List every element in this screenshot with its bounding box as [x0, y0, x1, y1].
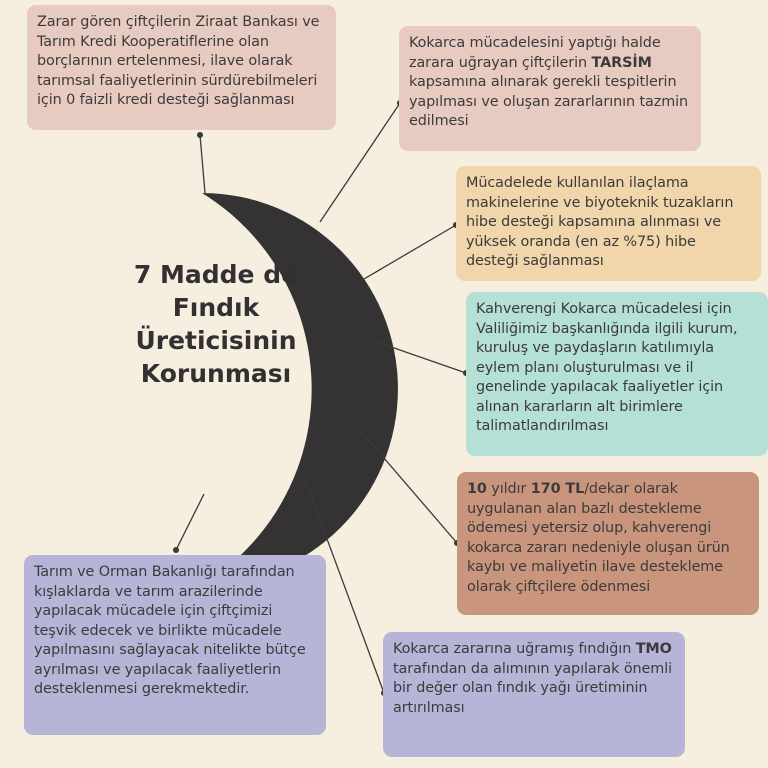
item-hibe-destegi: [456, 166, 761, 281]
item-text: Kokarca zararına uğramış fındığın: [393, 641, 636, 657]
item-text: kapsamına alınarak gerekli tespitlerin yapılması ve oluşan zararlarının tazmin edilmesi: [409, 74, 689, 130]
item-text: /dekar olarak uygulanan alan bazlı destekleme ödemesi yetersiz olup, kahverengi kokarca zararı nedeniyle oluşan ürün kaybı ve maliyetin ilave destekleme olarak çiftçilere ödenmesi: [467, 481, 730, 595]
item-text: Zarar gören çiftçilerin Ziraat Bankası ve Tarım Kredi Kooperatiflerine olan borçlarının ertelenmesi, ilave olarak tarımsal faaliyetlerinin sürdürebilmeleri için 0 faizli kredi desteği sağlanması: [37, 14, 320, 109]
title-line: Fındık: [172, 293, 260, 322]
highlight-text: TMO: [635, 641, 672, 657]
connector-item-ziraat-kredi: [198, 133, 205, 193]
item-butce-ayrilmasi: [24, 555, 326, 735]
item-text: Mücadelede kullanılan ilaçlama makinelerine ve biyoteknik tuzakların hibe desteği kapsamına alınması ve yüksek oranda (en az %75) hibe desteği sağlanması: [466, 175, 734, 270]
item-text: Tarım ve Orman Bakanlığı tarafından kışlaklarda ve tarım arazilerinde yapılacak mücadele için çiftçimizi teşvik edecek ve birlikte mücadele yapılmasını sağlayacak nitelikte bütçe ayrılması ve yapılacak faaliyetlerin desteklenmesi gerekmektedir.: [34, 564, 306, 698]
diagram-title: [116, 258, 316, 390]
item-eylem-plani: [466, 292, 768, 456]
highlight-text: TARSİM: [591, 54, 652, 71]
item-ziraat-kredi: [27, 5, 336, 130]
title-line: Üreticisinin: [135, 326, 297, 355]
title-line: Korunması: [140, 359, 292, 388]
connector-item-butce-ayrilmasi: [174, 494, 204, 552]
item-text: yıldır: [486, 481, 531, 497]
item-text: tarafından da alımının yapılarak önemli bir değer olan fındık yağı üretiminin artırılması: [393, 660, 673, 716]
connector-item-hibe-destegi: [364, 223, 458, 279]
item-text: Kokarca mücadelesini yaptığı halde zarara uğrayan çiftçilerin: [409, 35, 661, 71]
item-tarsim: [399, 26, 701, 151]
item-tmo-findik-yagi: [383, 632, 685, 757]
item-alan-bazli-destek: [457, 472, 759, 615]
highlight-text: 170 TL: [530, 481, 585, 497]
item-text: Kahverengi Kokarca mücadelesi için Valiliğimiz başkanlığında ilgili kurum, kuruluş ve paydaşların katılımıyla eylem planı oluşturulması ve il genelinde yapılacak faaliyetler için alınan kararların alt birimlere talimatlandırılması: [476, 301, 738, 435]
title-line: 7 Madde de: [133, 260, 299, 289]
highlight-text: 10: [467, 481, 487, 497]
